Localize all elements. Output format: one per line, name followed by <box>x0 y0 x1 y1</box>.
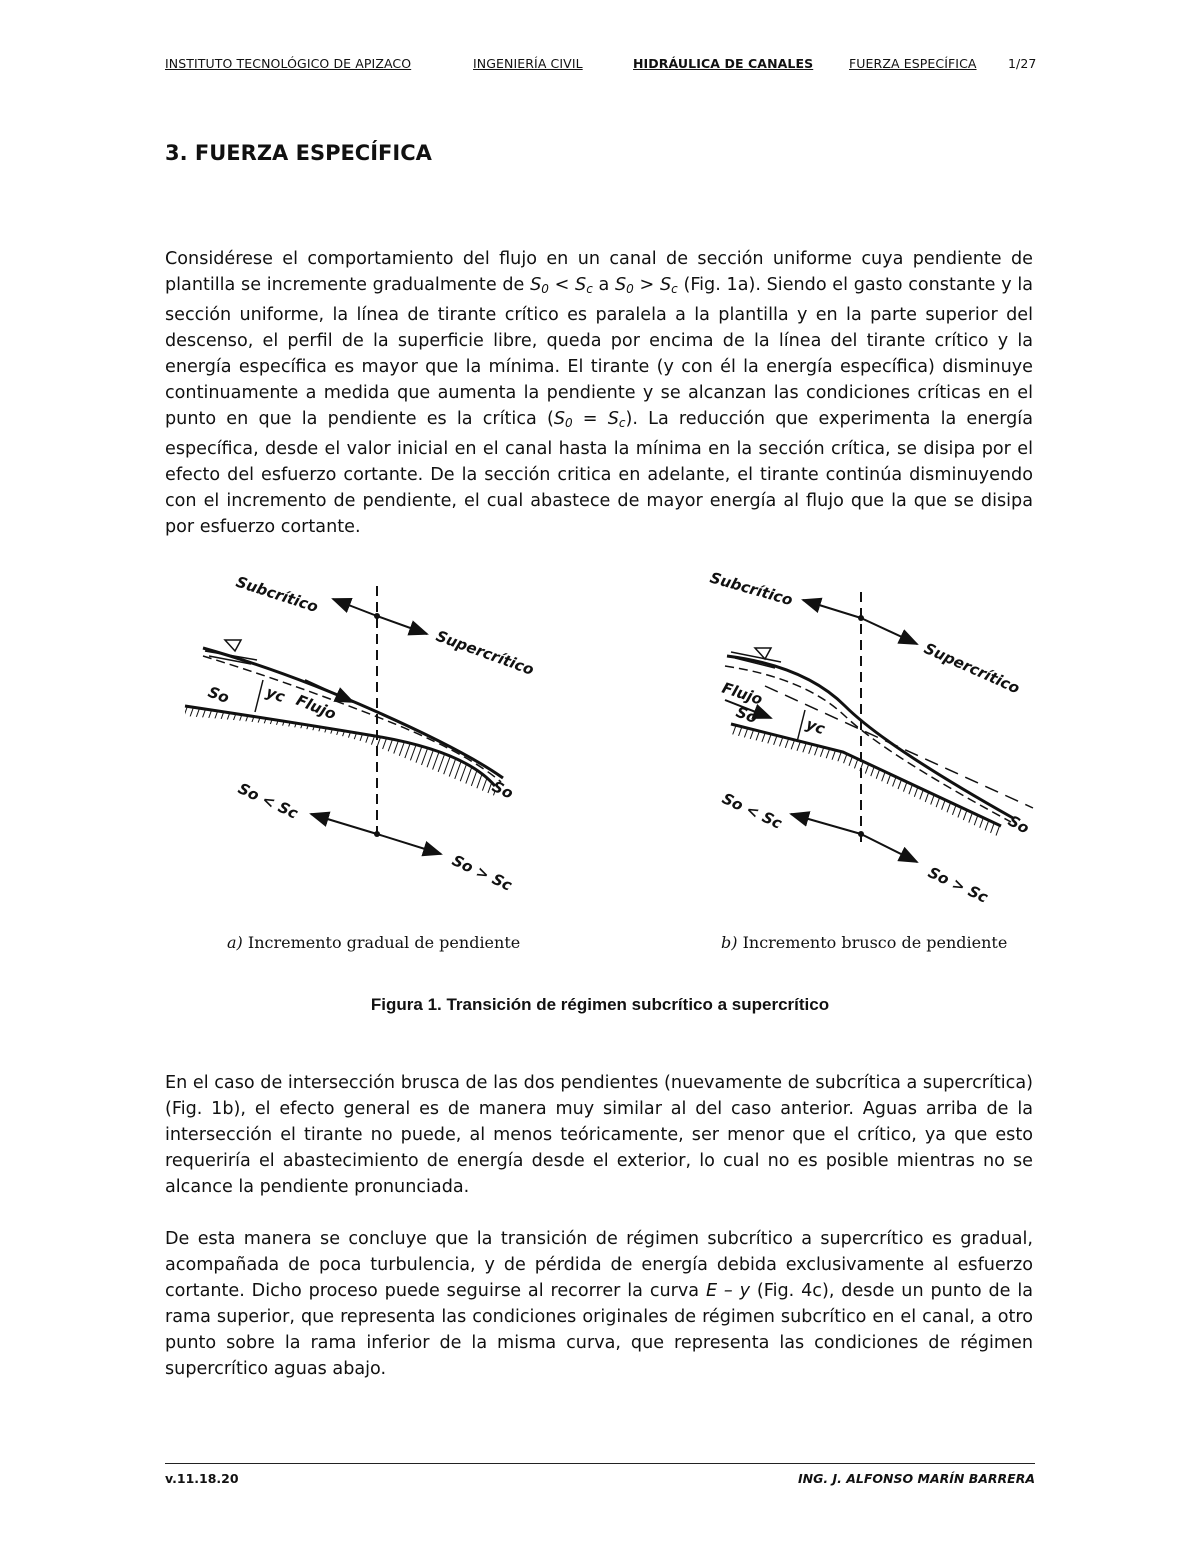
label-yc-b: yc <box>803 714 828 739</box>
paragraph-2: En el caso de intersección brusca de las dos pendientes (nuevamente de subcrítica a supercrítica) (Fig. 1b), el efecto general es de manera muy similar al del caso anterior. Aguas arriba de la intersección el tirante no puede, al menos teóricamente, ser menor que el crítico, ya que esto requeriría el abastecimiento de energía desde el exterior, lo cual no es posible mientras no se alcance la pendiente pronunciada. <box>165 1073 1033 1197</box>
var-s: S <box>659 275 672 295</box>
figure-caption: Figura 1. Transición de régimen subcrítico a supercrítico <box>370 995 830 1014</box>
label-subcritico-a: Subcrítico <box>233 572 321 617</box>
sub-0: 0 <box>626 282 634 296</box>
caption-b <box>721 933 1007 952</box>
figure-1 <box>165 556 1035 956</box>
arrow-subcritico-a <box>333 599 377 616</box>
label-so-b: So <box>733 702 760 727</box>
diagram-b <box>708 569 1033 952</box>
caption-b-text: Incremento brusco de pendiente <box>737 933 1008 952</box>
label-so-end-a: So <box>489 777 517 803</box>
var-s: S <box>615 275 627 295</box>
p3-text-2: (Fig. 4c), desde un punto de la rama superior, que representa las condiciones originales de régimen subcrítico en el canal, a otro punto sobre la rama inferior de la misma curva, que representa las condiciones de régimen supercrítico aguas abajo. <box>165 1281 1033 1379</box>
symbol-lt: < <box>548 275 576 295</box>
footer-version: v.11.18.20 <box>165 1471 239 1486</box>
arrow-so-lt-sc-b <box>791 814 861 834</box>
p1-text-2: (Fig. 1a). Siendo el gasto constante y la sección uniforme, la línea de tirante crítico es paralela a la plantilla y en la parte superior del descenso, el perfil de la superficie libre, queda por encima de la línea del tirante crítico y la energía específica es mayor que la mínima. El tirante (y con él la energía específica) disminuye continuamente a medida que aumenta la pendiente y se alcanzan las condiciones críticas en el punto en que la pendiente es la crítica ( <box>165 275 1033 429</box>
caption-a-text: Incremento gradual de pendiente <box>242 933 521 952</box>
word-a: a <box>592 275 615 295</box>
var-s: S <box>607 409 619 429</box>
label-so-gt-sc-b: So > Sc <box>925 863 991 907</box>
arrow-supercritico-a <box>377 616 427 634</box>
paragraph-3 <box>165 1226 1033 1382</box>
label-so-lt-sc-b: So < Sc <box>719 789 785 833</box>
label-supercritico-b: Supercrítico <box>921 639 1023 698</box>
label-so-gt-sc-a: So > Sc <box>449 851 515 895</box>
label-yc-a: yc <box>263 682 288 707</box>
diagram-a <box>185 573 536 952</box>
caption-a <box>227 933 520 952</box>
label-so-lt-sc-a: So < Sc <box>235 779 301 823</box>
page-header <box>165 56 1035 76</box>
sub-c: c <box>586 282 593 296</box>
water-level-symbol-a <box>225 640 241 651</box>
header-page-number: 1/27 <box>1008 56 1037 71</box>
label-flujo-b: Flujo <box>719 678 765 709</box>
p3-text-1: De esta manera se concluye que la transición de régimen subcrítico a supercrítico es gradual, acompañada de poca turbulencia, y de pérdida de energía debida exclusivamente al esfuerzo cortante. Dicho proceso puede seguirse al recorrer la curva <box>165 1229 1033 1301</box>
p1-text-3: ). La reducción que experimenta la energía específica, desde el valor inicial en el canal hasta la mínima en la sección crítica, se disipa por el efecto del esfuerzo cortante. De la sección critica en adelante, el tirante continúa disminuyendo con el incremento de pendiente, el cual abastece de mayor energía al flujo que la que se disipa por esfuerzo cortante. <box>165 409 1033 537</box>
footer-author: ING. J. ALFONSO MARÍN BARRERA <box>798 1471 1035 1486</box>
arrow-so-gt-sc-b <box>861 834 917 862</box>
label-so-end-b: So <box>1005 811 1033 838</box>
symbol-gt: > <box>633 275 660 295</box>
curve-e-y: E – y <box>705 1281 750 1301</box>
arrow-so-gt-sc-a <box>377 834 441 854</box>
header-course: HIDRÁULICA DE CANALES <box>633 56 814 71</box>
figure-1-drawing <box>165 556 1035 956</box>
p1-text-1: Considérese el comportamiento del flujo en un canal de sección uniforme cuya pendiente de plantilla se incremente gradualmente de <box>165 249 1033 295</box>
label-supercritico-a: Supercrítico <box>433 626 537 679</box>
arrow-so-lt-sc-a <box>311 814 377 834</box>
caption-b-letter: b) <box>721 933 738 952</box>
var-s: S <box>553 409 565 429</box>
var-s: S <box>530 275 542 295</box>
arrow-supercritico-b <box>861 618 917 644</box>
sub-0: 0 <box>541 282 549 296</box>
label-so-a: So <box>205 682 232 707</box>
footer-divider <box>165 1463 1035 1464</box>
paragraph-1 <box>165 246 1033 540</box>
sub-0: 0 <box>564 416 573 430</box>
symbol-eq: = <box>572 409 608 429</box>
sub-c: c <box>618 416 626 430</box>
label-flujo-a: Flujo <box>293 691 339 724</box>
caption-a-letter: a) <box>227 933 243 952</box>
var-s: S <box>575 275 587 295</box>
sub-c: c <box>671 282 678 296</box>
section-title: 3. FUERZA ESPECÍFICA <box>165 141 432 165</box>
header-program: INGENIERÍA CIVIL <box>473 56 583 71</box>
header-institute: INSTITUTO TECNOLÓGICO DE APIZACO <box>165 56 412 71</box>
header-topic: FUERZA ESPECÍFICA <box>849 56 977 71</box>
arrow-subcritico-b <box>803 600 861 618</box>
label-subcritico-b: Subcrítico <box>707 568 795 610</box>
